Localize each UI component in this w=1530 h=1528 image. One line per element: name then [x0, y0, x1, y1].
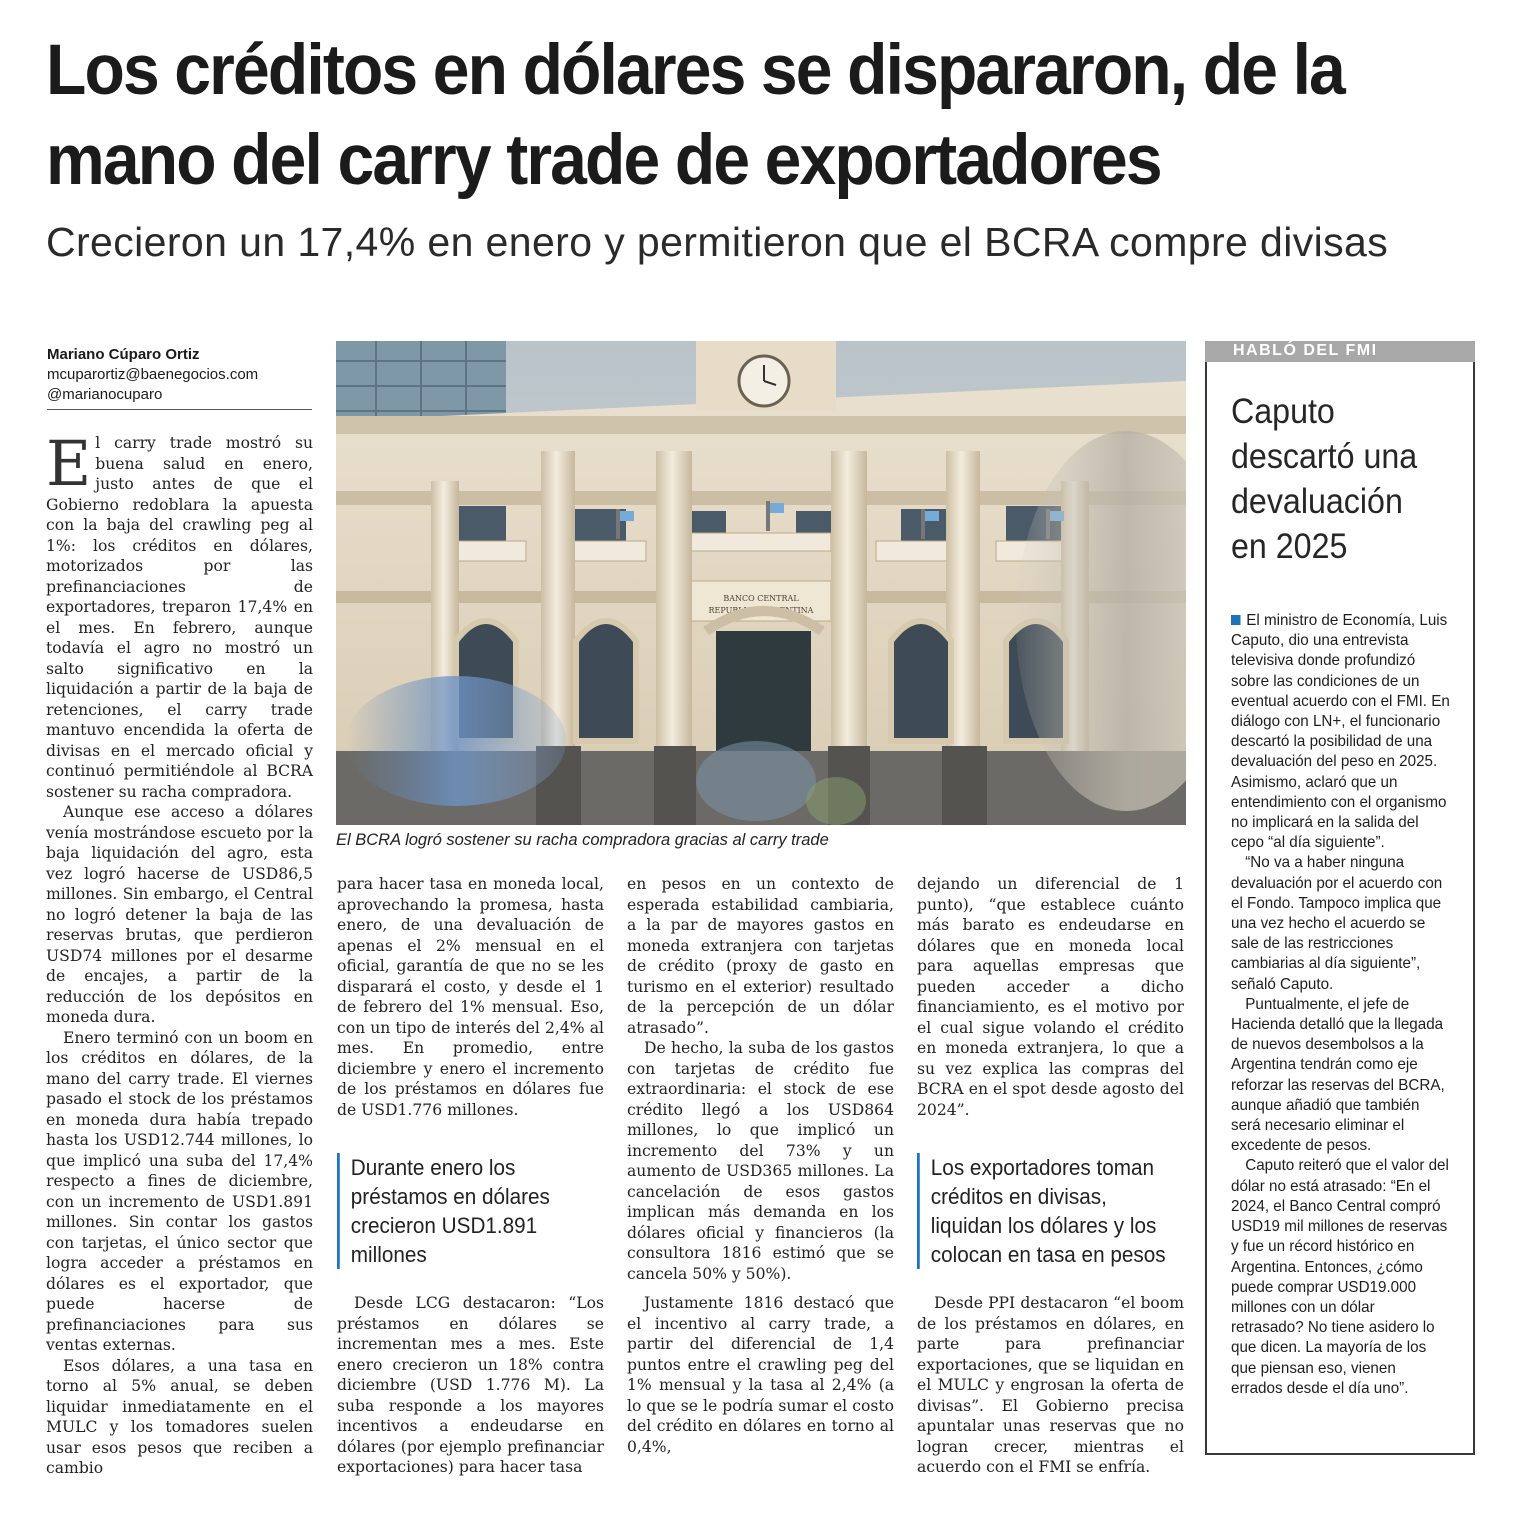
paragraph: en pesos en un contexto de esperada estabilidad cambiaria, a la par de mayores gastos en moneda extranjera con tarjetas de crédito (proxy de gasto en turismo en el exterior) resultado de la percepción de un dólar atrasado”.: [627, 875, 894, 1037]
article-column-4: [917, 874, 1184, 1120]
paragraph: De hecho, la suba de los gastos con tarjetas de crédito fue extraordinaria: el stock de ese crédito llegó a los USD864 millones, lo que implicó un incremento del 73% y un aumento de USD365 millones. La cancelación de esos gastos implican más demanda en los dólares oficial y financieros (la consultora 1816 estimó que se cancela 50% y 50%).: [627, 1039, 894, 1283]
bcra-building-photo: [336, 341, 1186, 825]
article-column-2-continued: [337, 1293, 604, 1478]
sidebar-title: Caputo descartó una devaluación en 2025: [1231, 392, 1418, 566]
sidebar-tag: [1205, 341, 1475, 362]
article-column-4-continued: [917, 1293, 1184, 1478]
paragraph: dejando un diferencial de 1 punto), “que establece cuánto más barato es endeudarse en dólares que en moneda local para aquellas empresas que pueden acceder a dicho financiamiento, es el motivo por el cual sigue volando el crédito en moneda extranjera, lo que a su vez explica las compras del BCRA en el spot desde agosto del 2024”.: [917, 875, 1184, 1119]
sidebar-paragraph: [1231, 611, 1451, 853]
author-handle: @marianocuparo: [47, 386, 163, 403]
author-email: mcuparortiz@baenegocios.com: [47, 366, 259, 383]
article-column-1: [46, 427, 313, 1479]
building-sign-text: BANCO CENTRAL: [723, 594, 799, 603]
paragraph-text: l carry trade mostró su buena salud en enero, justo antes de que el Gobierno redoblara la apuesta con la baja del crawling peg al 1%: los créditos en dólares, motorizados por las prefinanciaciones de exportadores, treparon 17,4% en el mes. En febrero, aunque todavía el agro no mostró un salto significativo en la liquidación a partir de la baja de retenciones, el carry trade mantuvo encendida la oferta de divisas en el mercado oficial y continuó permitiéndole al BCRA sostener su racha compradora.: [46, 434, 313, 801]
pull-quote: Los exportadores toman créditos en divisas, liquidan los dólares y los colocan en tasa en pesos: [917, 1153, 1184, 1269]
paragraph: Esos dólares, a una tasa en torno al 5% anual, se deben liquidar inmediatamente en el MULC y los tomadores suelen usar esos pesos que reciben a cambio: [46, 1356, 313, 1477]
paragraph: Desde PPI destacaron “el boom de los préstamos en dólares, en parte para prefinanciar exportaciones, que se liquidan en el MULC y engrosan la oferta de divisas”. El Gobierno precisa apuntalar unas reservas que no logran crecer, mientras el acuerdo con el FMI se enfría.: [917, 1294, 1184, 1476]
article-column-3: [627, 874, 894, 1284]
byline-rule: [47, 409, 312, 410]
paragraph: [46, 427, 313, 802]
sidebar-paragraph: Caputo reiteró que el valor del dólar no está atrasado: “En el 2024, el Banco Central compró USD19 mil millones de reservas y fue un récord histórico en Argentina. Entonces, ¿cómo puede comprar USD19.000 millones con un dólar retrasado? No tiene asidero lo que dicen. La mayoría de los que piensan eso, vienen errados desde el día uno”.: [1231, 1157, 1449, 1397]
sidebar-paragraph: “No va a haber ninguna devaluación por el acuerdo con el Fondo. Tampoco implica que una vez hecho el acuerdo se sale de las restricciones cambiarias al día siguiente”, señaló Caputo.: [1231, 854, 1443, 993]
building-sign-text-2: REPUBLICA ARGENTINA: [708, 606, 814, 615]
square-bullet-icon: [1231, 615, 1241, 625]
sidebar-paragraph-text: El ministro de Economía, Luis Caputo, dio una entrevista televisiva donde profundizó sobre las condiciones de un eventual acuerdo con el FMI. En diálogo con LN+, el funcionario descartó la posibilidad de una devaluación del peso en 2025. Asimismo, aclaró que un entendimiento con el organismo no implicará en la salida del cepo “al día siguiente”.: [1231, 612, 1450, 852]
author-name: Mariano Cúparo Ortiz: [47, 346, 200, 363]
drop-cap: E: [46, 427, 92, 500]
photo-caption: El BCRA logró sostener su racha compradora gracias al carry trade: [336, 831, 829, 849]
sidebar-paragraph: Puntualmente, el jefe de Hacienda detalló que la llegada de nuevos desembolsos a la Argentina tendrán como eje reforzar las reservas del BCRA, aunque añadió que también será necesario eliminar el excedente de pesos.: [1231, 995, 1445, 1155]
article-column-3-continued: [627, 1293, 894, 1457]
byline: [47, 345, 312, 410]
sidebar-body: [1231, 611, 1451, 1399]
sidebar-tag-label: HABLÓ DEL FMI: [1233, 342, 1378, 359]
pull-quote: Durante enero los préstamos en dólares crecieron USD1.891 millones: [337, 1153, 581, 1269]
paragraph: para hacer tasa en moneda local, aprovechando la promesa, hasta enero, de una devaluación de apenas el 2% mensual en el oficial, garantía de que no se les disparará el costo, y desde el 1 de febrero del 1% mensual. Eso, con un tipo de interés del 2,4% al mes. En promedio, entre diciembre y enero el incremento de los préstamos en dólares fue de USD1.776 millones.: [337, 875, 604, 1119]
subtitle: Crecieron un 17,4% en enero y permitieron que el BCRA compre divisas: [46, 219, 1389, 265]
sidebar-box: [1205, 341, 1475, 1458]
article-column-2: [337, 874, 604, 1120]
headline: Los créditos en dólares se dispararon, de la mano del carry trade de exportadores: [46, 31, 1344, 200]
paragraph: Justamente 1816 destacó que el incentivo al carry trade, a partir del diferencial de 1,4 puntos entre el crawling peg del 1% mensual y la tasa al 2,4% (a lo que se le podría sumar el costo del crédito en dólares en torno al 0,4%,: [627, 1294, 894, 1456]
paragraph: Aunque ese acceso a dólares venía mostrándose escueto por la baja liquidación del agro, esta vez logró hacerse de USD86,5 millones. Sin embargo, el Central no logró detener la baja de las reservas brutas, que perdieron USD74 millones por el desarme de encajes, a partir de la reducción de los depósitos en moneda dura.: [46, 803, 313, 1026]
paragraph: Desde LCG destacaron: “Los préstamos en dólares se incrementan mes a mes. Este enero crecieron un 18% contra diciembre (USD 1.776 M). La suba responde a los mayores incentivos a endeudarse en dólares (por ejemplo prefinanciar exportaciones) para hacer tasa: [337, 1294, 604, 1476]
paragraph: Enero terminó con un boom en los créditos en dólares, de la mano del carry trade. El viernes pasado el stock de los préstamos en moneda dura había trepado hasta los USD12.744 millones, lo que implicó una suba del 17,4% respecto a fines de diciembre, con un incremento de USD1.891 millones. Sin contar los gastos con tarjetas, el único sector que logra acceder a préstamos en dólares es el exportador, que puede hacerse de prefinanciaciones para sus ventas externas.: [46, 1028, 313, 1354]
